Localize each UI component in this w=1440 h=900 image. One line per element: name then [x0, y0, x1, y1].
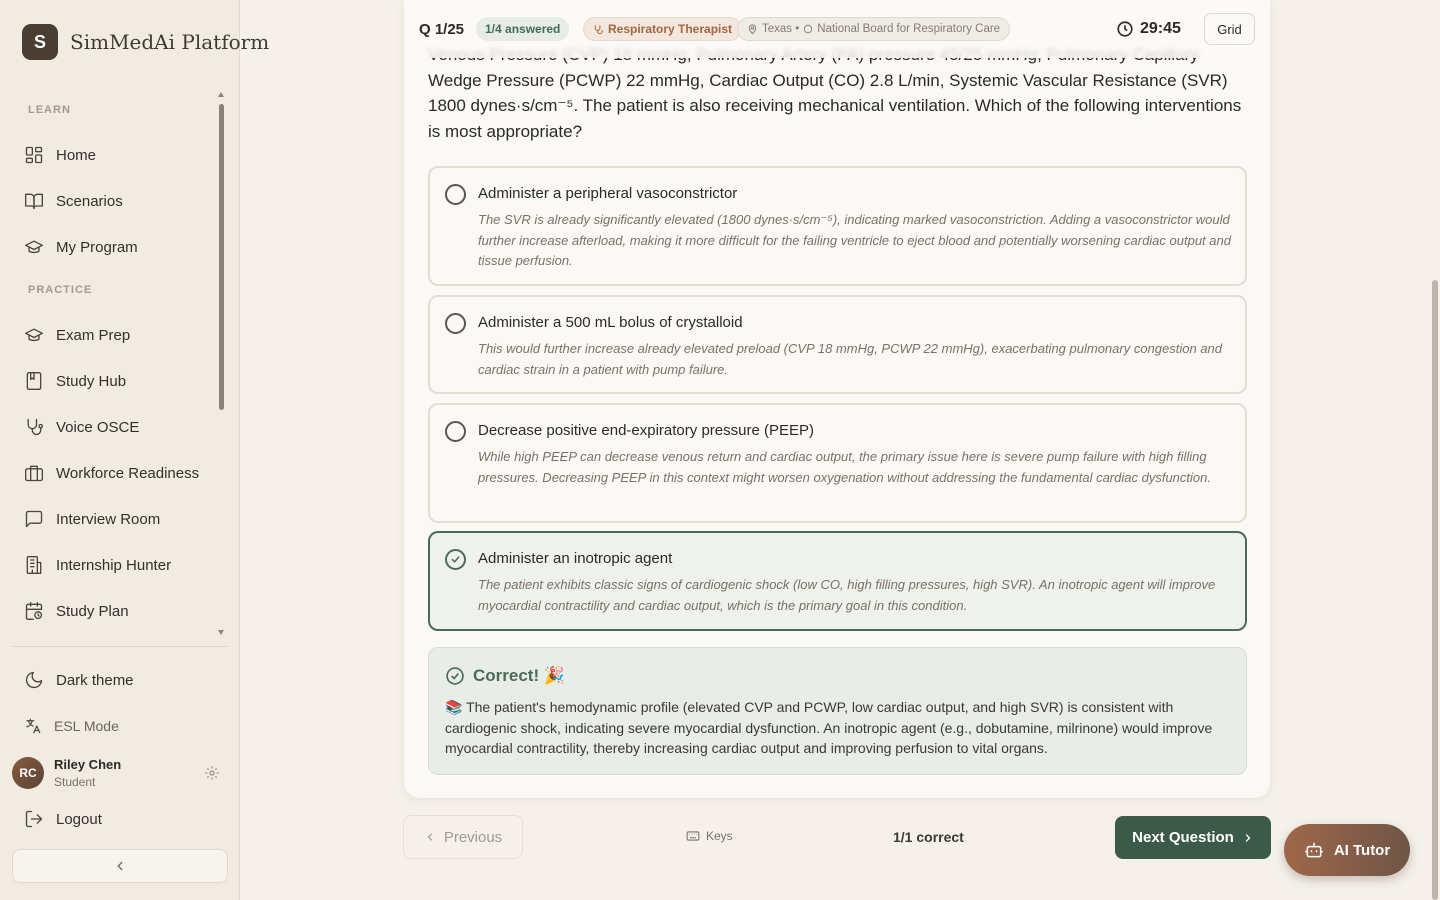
timer-value: 29:45: [1140, 20, 1181, 37]
briefcase-icon: [24, 463, 44, 483]
graduation-cap-icon: [24, 237, 44, 257]
sidebar-item-label: Internship Hunter: [56, 556, 172, 574]
radio-button[interactable]: [445, 313, 466, 334]
user-name: Riley Chen: [54, 757, 122, 772]
sidebar-divider: [12, 646, 228, 647]
radio-button-checked[interactable]: [445, 549, 466, 570]
previous-label: Previous: [443, 828, 503, 846]
option-label: Administer an inotropic agent: [478, 550, 673, 567]
option-explanation: The patient exhibits classic signs of cardiogenic shock (low CO, high filling pressures, high SVR). An inotropic agent will improve myocardial contractility and cardiac output, which is the primary goal in this condition.: [478, 577, 1216, 613]
grid-icon: [24, 145, 44, 165]
brand-name: SimMedAi Platform: [70, 30, 270, 54]
sidebar-item-scenarios[interactable]: [12, 178, 228, 224]
score-counter: 1/1 correct: [893, 829, 964, 845]
notebook-icon: [24, 371, 44, 391]
grid-button[interactable]: Grid: [1204, 13, 1255, 45]
option-explanation: This would further increase already elevated preload (CVP 18 mmHg, PCWP 22 mmHg), exacerbating pulmonary congestion and cardiac strain in a patient with pump failure.: [478, 341, 1223, 377]
clock-icon: [1116, 20, 1134, 38]
translate-icon: [24, 717, 42, 735]
sidebar-item-exam-prep[interactable]: [12, 312, 228, 358]
esl-mode-label: ESL Mode: [54, 718, 119, 734]
next-label: Next Question: [1132, 829, 1234, 846]
answer-option-2[interactable]: [428, 295, 1247, 394]
option-label: Administer a 500 mL bolus of crystalloid: [478, 314, 743, 331]
answer-option-3[interactable]: [428, 403, 1247, 523]
brand[interactable]: [22, 24, 270, 60]
next-question-button[interactable]: [1115, 816, 1271, 859]
logout-button[interactable]: [12, 808, 228, 830]
check-circle-icon: [445, 666, 465, 686]
sidebar-item-label: Scenarios: [56, 192, 123, 210]
location-badge: [737, 17, 1010, 41]
map-pin-icon: [747, 24, 758, 35]
option-explanation: While high PEEP can decrease venous return and cardiac output, the primary issue here is severe pump failure with high filling pressures. Decreasing PEEP in this context might worsen oxygenation without addressing the fundamental cardiac dysfunction.: [478, 449, 1211, 485]
radio-button[interactable]: [445, 421, 466, 442]
question-card: [404, 0, 1270, 798]
sidebar-item-label: Workforce Readiness: [56, 464, 200, 482]
calendar-clock-icon: [24, 601, 44, 621]
feedback-panel: [428, 647, 1247, 775]
gear-icon[interactable]: [204, 765, 220, 781]
section-label-practice: PRACTICE: [28, 284, 93, 296]
moon-icon: [24, 670, 44, 690]
sidebar-item-label: My Program: [56, 238, 138, 256]
ai-tutor-label: AI Tutor: [1333, 841, 1391, 859]
section-label-learn: LEARN: [28, 104, 71, 116]
chevron-right-icon: [1242, 832, 1254, 844]
avatar: RC: [12, 757, 44, 789]
sidebar-item-label: Study Hub: [56, 372, 127, 390]
sidebar-item-label: Study Plan: [56, 602, 129, 620]
stethoscope-icon: [593, 24, 604, 35]
sidebar-item-interview-room[interactable]: [12, 496, 228, 542]
sidebar-item-label: Interview Room: [56, 510, 161, 528]
scroll-down-arrow-icon[interactable]: [218, 630, 224, 635]
option-label: Administer a peripheral vasoconstrictor: [478, 185, 738, 202]
question-body: Wedge Pressure (PCWP) 22 mmHg, Cardiac Output (CO) 2.8 L/min, Systemic Vascular Resistance (SVR) 1800 dynes·s/cm⁻⁵. The patient is also receiving mechanical ventilation. Which of the following interventions is most appropriate?: [428, 70, 1242, 141]
sidebar-item-label: Voice OSCE: [56, 418, 140, 436]
option-label: Decrease positive end-expiratory pressure (PEEP): [478, 422, 814, 439]
sidebar-item-label: Exam Prep: [56, 326, 131, 344]
logout-label: Logout: [56, 810, 102, 828]
chevron-left-icon: [113, 859, 127, 873]
option-explanation: The SVR is already significantly elevated (1800 dynes·s/cm⁻⁵), indicating marked vasoconstriction. Adding a vasoconstrictor would further increase afterload, making it more difficult for the failing ventricle to eject blood and potentially worsening cardiac output and tissue perfusion.: [478, 212, 1231, 268]
question-number: Q 1/25: [419, 20, 465, 38]
sidebar-item-label: Home: [56, 146, 97, 164]
dark-theme-label: Dark theme: [56, 671, 134, 689]
sidebar-item-home[interactable]: [12, 132, 228, 178]
role-badge: [583, 17, 742, 41]
chevron-left-icon: [424, 831, 436, 843]
building-icon: [24, 555, 44, 575]
collapse-sidebar-button[interactable]: [12, 849, 228, 883]
sidebar-scroll-thumb[interactable]: [219, 104, 224, 410]
brand-logo: S: [22, 24, 58, 60]
role-label: Respiratory Therapist: [608, 22, 733, 36]
chat-icon: [24, 509, 44, 529]
ai-tutor-button[interactable]: [1284, 824, 1410, 876]
stethoscope-icon: [24, 417, 44, 437]
board-label: National Board for Respiratory Care: [817, 23, 1001, 35]
graduation-cap-icon: [24, 325, 44, 345]
question-topbar: [404, 0, 1270, 58]
keyboard-shortcuts-button[interactable]: [686, 829, 733, 843]
feedback-body: [445, 697, 1235, 759]
location-label: Texas •: [762, 23, 800, 35]
robot-icon: [1304, 840, 1324, 860]
book-open-icon: [24, 191, 44, 211]
previous-button[interactable]: [403, 815, 523, 859]
scroll-up-arrow-icon[interactable]: [218, 92, 224, 97]
answer-option-1[interactable]: [428, 166, 1247, 286]
timer: [1116, 20, 1181, 38]
radio-button[interactable]: [445, 184, 466, 205]
sidebar-item-workforce-readiness[interactable]: [12, 450, 228, 496]
logout-icon: [24, 809, 44, 829]
sidebar-item-my-program[interactable]: [12, 224, 228, 270]
sidebar-item-internship-hunter[interactable]: [12, 542, 228, 588]
feedback-title-text: Correct! 🎉: [473, 666, 566, 685]
feedback-title: [445, 666, 565, 686]
page-scrollbar[interactable]: [1432, 280, 1438, 900]
sidebar: [0, 0, 270, 900]
books-icon: 📚: [445, 699, 463, 715]
sidebar-item-voice-osce[interactable]: [12, 404, 228, 450]
answered-badge: 1/4 answered: [476, 17, 569, 41]
feedback-text: The patient's hemodynamic profile (elevated CVP and PCWP, low cardiac output, and high SVR) is consistent with cardiogenic shock, indicating severe myocardial dysfunction. An inotropic agent (e.g., dobutamine, milrinone) would improve myocardial contractility, thereby increasing cardiac output and improving perfusion to vital organs.: [445, 699, 1213, 756]
sidebar-item-study-plan[interactable]: [12, 588, 228, 634]
keys-label: Keys: [706, 829, 733, 843]
answer-option-4[interactable]: [428, 531, 1247, 631]
shield-icon: [803, 24, 813, 34]
keyboard-icon: [686, 830, 700, 842]
sidebar-scrollbar[interactable]: [216, 92, 226, 638]
esl-mode-toggle[interactable]: [12, 716, 228, 736]
check-circle-icon: [450, 554, 461, 565]
dark-theme-toggle[interactable]: [12, 668, 228, 692]
sidebar-item-study-hub[interactable]: [12, 358, 228, 404]
user-role: Student: [54, 775, 96, 789]
sidebar-nav: [12, 92, 228, 638]
user-profile[interactable]: [12, 754, 228, 792]
